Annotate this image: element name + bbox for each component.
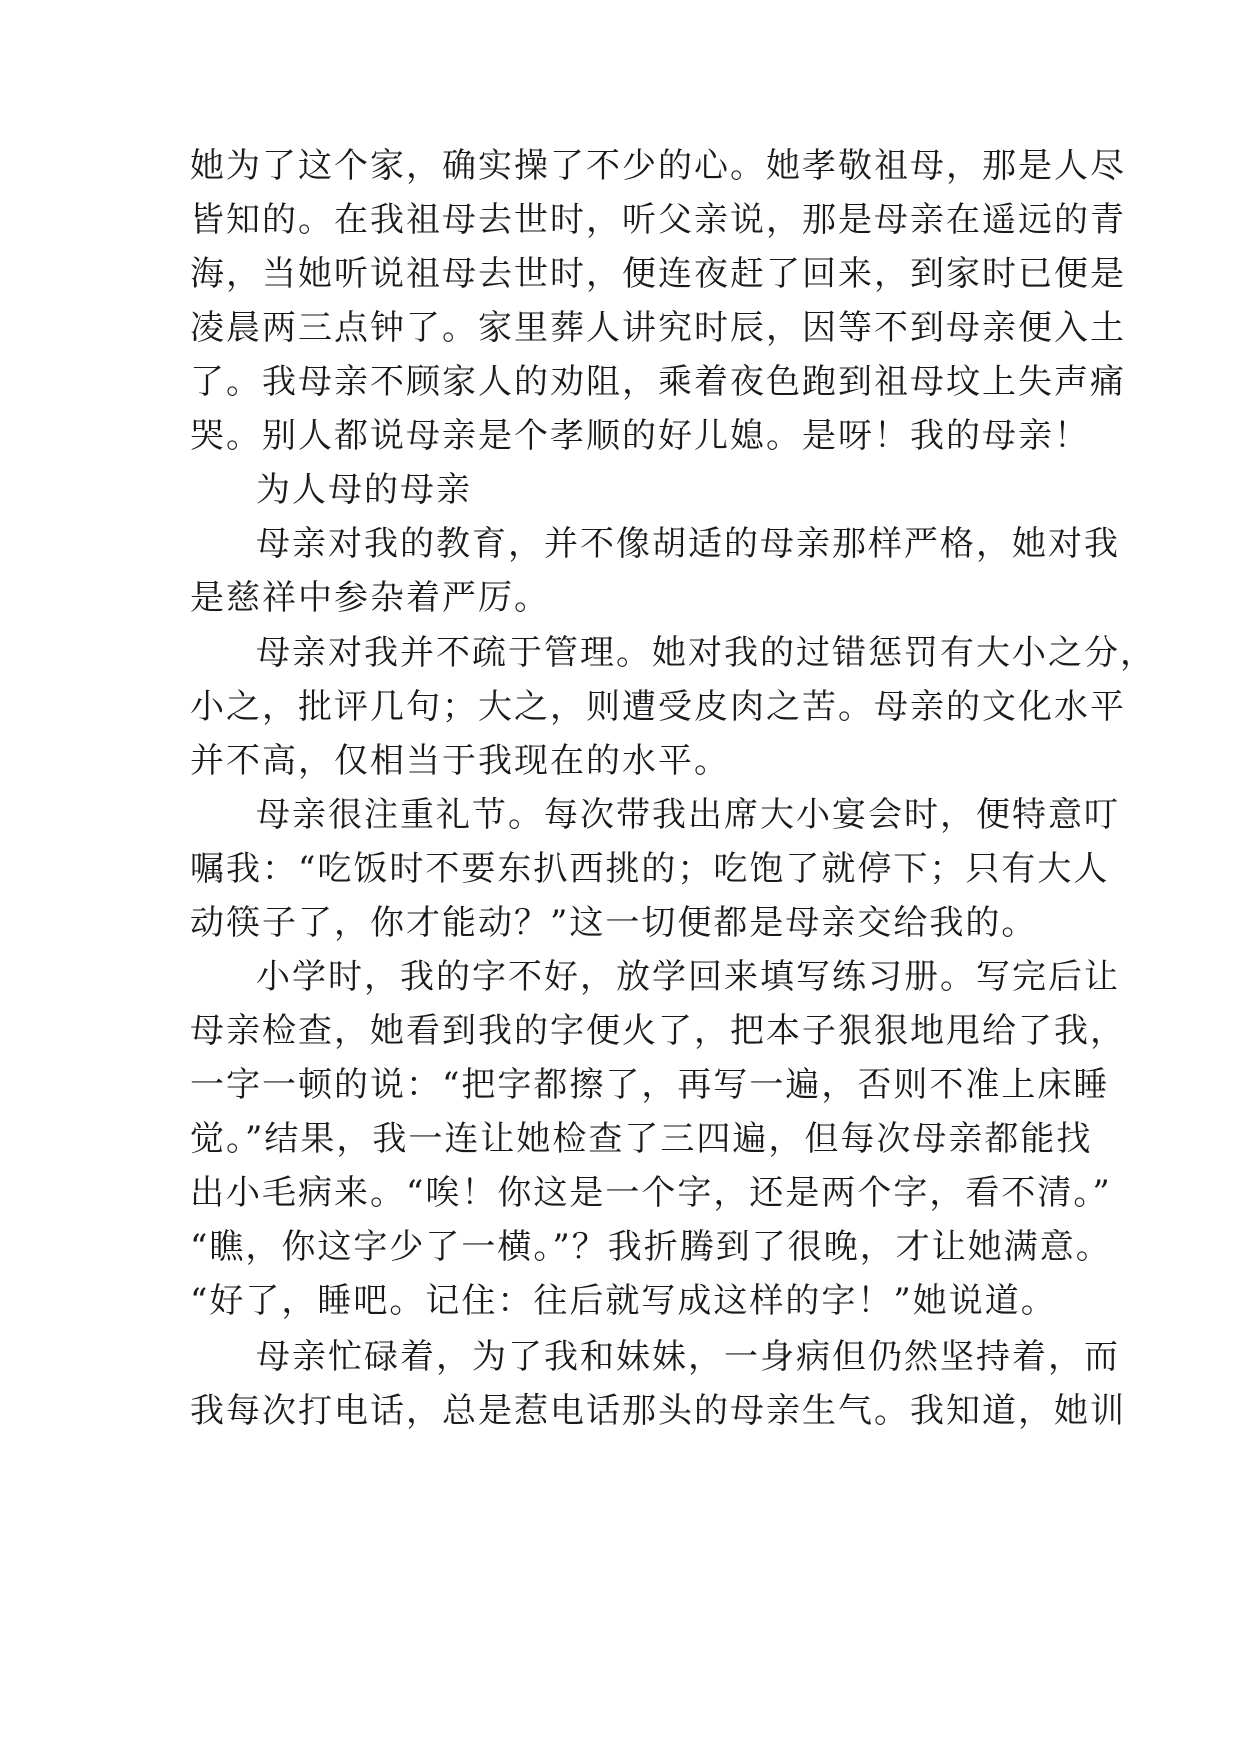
text-line: 是慈祥中参杂着严厉。 — [190, 578, 550, 618]
text-line: “瞧，你这字少了一横。”？我折腾到了很晚，才让她满意。 — [190, 1227, 1112, 1267]
text-line: 嘱我：“吃饭时不要东扒西挑的；吃饱了就停下；只有大人 — [190, 849, 1110, 889]
text-line: 出小毛病来。“唉！你这是一个字，还是两个字，看不清。” — [190, 1173, 1112, 1213]
text-line: 母亲很注重礼节。每次带我出席大小宴会时，便特意叮 — [256, 795, 1120, 835]
text-line: 我每次打电话，总是惹电话那头的母亲生气。我知道，她训 — [190, 1391, 1126, 1431]
text-line: 小之，批评几句；大之，则遭受皮肉之苦。母亲的文化水平 — [190, 687, 1126, 727]
text-line: 小学时，我的字不好，放学回来填写练习册。写完后让 — [256, 957, 1120, 997]
text-line: 母亲检查，她看到我的字便火了，把本子狠狠地甩给了我， — [190, 1011, 1126, 1051]
text-line: 觉。”结果，我一连让她检查了三四遍，但每次母亲都能找 — [190, 1119, 1093, 1159]
text-line: 皆知的。在我祖母去世时，听父亲说，那是母亲在遥远的青 — [190, 200, 1126, 240]
text-line: 凌晨两三点钟了。家里葬人讲究时辰，因等不到母亲便入土 — [190, 308, 1126, 348]
text-line: 她为了这个家，确实操了不少的心。她孝敬祖母，那是人尽 — [190, 146, 1126, 186]
text-line: 母亲对我并不疏于管理。她对我的过错惩罚有大小之分， — [256, 633, 1156, 673]
text-line: 母亲忙碌着，为了我和妹妹，一身病但仍然坚持着，而 — [256, 1337, 1120, 1377]
text-line: 了。我母亲不顾家人的劝阻，乘着夜色跑到祖母坟上失声痛 — [190, 362, 1126, 402]
text-line: 海，当她听说祖母去世时，便连夜赶了回来，到家时已便是 — [190, 254, 1126, 294]
text-line: 母亲对我的教育，并不像胡适的母亲那样严格，她对我 — [256, 524, 1120, 564]
text-line: 动筷子了，你才能动？”这一切便都是母亲交给我的。 — [190, 903, 1038, 943]
text-line: 并不高，仅相当于我现在的水平。 — [190, 741, 730, 781]
section-heading: 为人母的母亲 — [256, 470, 472, 510]
text-line: 哭。别人都说母亲是个孝顺的好儿媳。是呀！我的母亲！ — [190, 416, 1090, 456]
text-line: 一字一顿的说：“把字都擦了，再写一遍，否则不准上床睡 — [190, 1065, 1110, 1105]
text-line: “好了，睡吧。记住：往后就写成这样的字！”她说道。 — [190, 1281, 1057, 1321]
